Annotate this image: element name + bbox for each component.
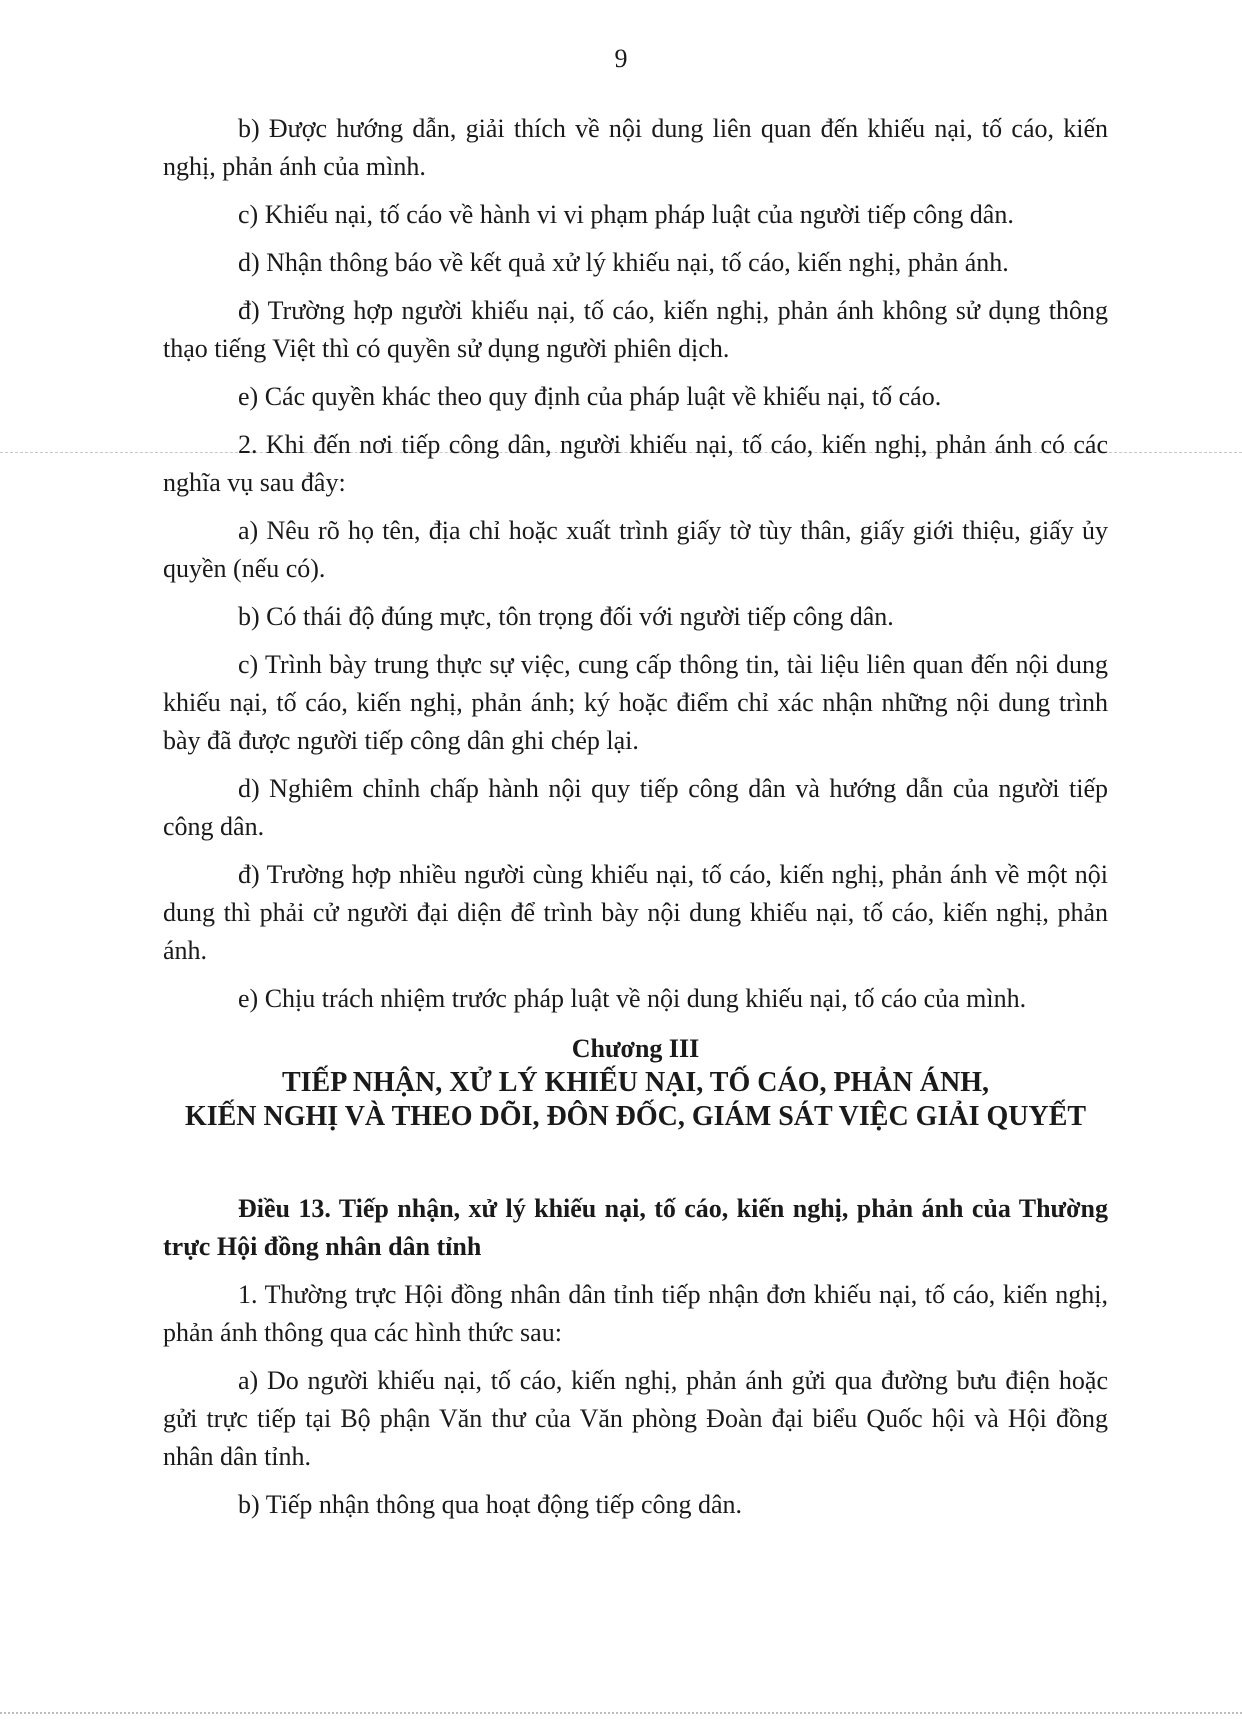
paragraph-item-c-obligations: c) Trình bày trung thực sự việc, cung cấp thông tin, tài liệu liên quan đến nội dung khiếu nại, tố cáo, kiến nghị, phản ánh; ký hoặc điểm chỉ xác nhận những nội dung trình bày đã được người tiếp công dân ghi chép lại.	[163, 650, 1108, 755]
document-body	[163, 110, 1108, 1534]
paragraph-item-dd-rights: đ) Trường hợp người khiếu nại, tố cáo, kiến nghị, phản ánh không sử dụng thông thạo tiếng Việt thì có quyền sử dụng người phiên dịch.	[163, 296, 1108, 363]
chapter-title-line-1: TIẾP NHẬN, XỬ LÝ KHIẾU NẠI, TỐ CÁO, PHẢN ÁNH,	[281, 1067, 990, 1098]
paragraph-item-b-intake: b) Tiếp nhận thông qua hoạt động tiếp công dân.	[238, 1490, 743, 1519]
paragraph-item-e-rights: e) Các quyền khác theo quy định của pháp luật về khiếu nại, tố cáo.	[238, 382, 942, 411]
chapter-label: Chương III	[571, 1034, 700, 1063]
article-13-heading: Điều 13. Tiếp nhận, xử lý khiếu nại, tố cáo, kiến nghị, phản ánh của Thường trực Hội đồng nhân dân tỉnh	[163, 1194, 1108, 1261]
paragraph-item-b-obligations: b) Có thái độ đúng mực, tôn trọng đối với người tiếp công dân.	[238, 602, 894, 631]
paragraph-clause-1: 1. Thường trực Hội đồng nhân dân tỉnh tiếp nhận đơn khiếu nại, tố cáo, kiến nghị, phản ánh thông qua các hình thức sau:	[163, 1280, 1108, 1347]
paragraph-clause-2: 2. Khi đến nơi tiếp công dân, người khiếu nại, tố cáo, kiến nghị, phản ánh có các nghĩa vụ sau đây:	[163, 430, 1108, 497]
paragraph-item-c-rights: c) Khiếu nại, tố cáo về hành vi vi phạm pháp luật của người tiếp công dân.	[238, 200, 1014, 229]
paragraph-item-e-obligations: e) Chịu trách nhiệm trước pháp luật về nội dung khiếu nại, tố cáo của mình.	[238, 984, 1027, 1013]
paragraph-item-dd-obligations: đ) Trường hợp nhiều người cùng khiếu nại, tố cáo, kiến nghị, phản ánh về một nội dung thì phải cử người đại diện để trình bày nội dung khiếu nại, tố cáo, kiến nghị, phản ánh.	[163, 860, 1108, 965]
paragraph-item-b-rights: b) Được hướng dẫn, giải thích về nội dung liên quan đến khiếu nại, tố cáo, kiến nghị, phản ánh của mình.	[163, 114, 1108, 181]
scan-artifact-bottom-line	[0, 1712, 1242, 1714]
paragraph-item-a-obligations: a) Nêu rõ họ tên, địa chỉ hoặc xuất trình giấy tờ tùy thân, giấy giới thiệu, giấy ủy quyền (nếu có).	[163, 516, 1108, 583]
chapter-title-line-2: KIẾN NGHỊ VÀ THEO DÕI, ĐÔN ĐỐC, GIÁM SÁT VIỆC GIẢI QUYẾT	[184, 1101, 1087, 1132]
paragraph-item-d-rights: d) Nhận thông báo về kết quả xử lý khiếu nại, tố cáo, kiến nghị, phản ánh.	[238, 248, 1009, 277]
paragraph-item-a-intake: a) Do người khiếu nại, tố cáo, kiến nghị, phản ánh gửi qua đường bưu điện hoặc gửi trực tiếp tại Bộ phận Văn thư của Văn phòng Đoàn đại biểu Quốc hội và Hội đồng nhân dân tỉnh.	[163, 1366, 1108, 1471]
page-number: 9	[614, 44, 628, 73]
paragraph-item-d-obligations: d) Nghiêm chỉnh chấp hành nội quy tiếp công dân và hướng dẫn của người tiếp công dân.	[163, 774, 1108, 841]
